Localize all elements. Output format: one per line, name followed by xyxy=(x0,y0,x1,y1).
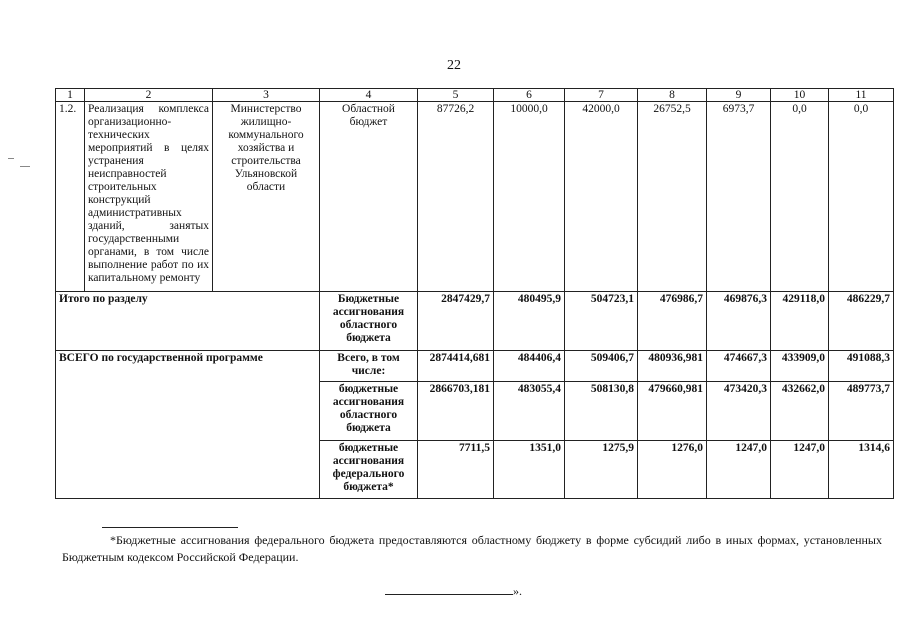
scan-speck xyxy=(8,158,14,159)
value-cell: 429118,0 xyxy=(771,292,829,351)
value-cell: 483055,4 xyxy=(494,382,565,441)
value-cell: 491088,3 xyxy=(829,351,894,382)
value-cell: 433909,0 xyxy=(771,351,829,382)
value-cell: 476986,7 xyxy=(638,292,707,351)
value-cell: 489773,7 xyxy=(829,382,894,441)
header-cell: 8 xyxy=(638,89,707,102)
value-cell: 504723,1 xyxy=(565,292,638,351)
value-cell: 480936,981 xyxy=(638,351,707,382)
funding-source: бюджетные ассигнования федерального бюджета* xyxy=(320,441,418,499)
header-cell: 11 xyxy=(829,89,894,102)
value-cell: 432662,0 xyxy=(771,382,829,441)
value-cell: 26752,5 xyxy=(638,102,707,292)
funding-source: Бюджетные ассигнования областного бюджета xyxy=(320,292,418,351)
value-cell: 1351,0 xyxy=(494,441,565,499)
value-cell: 1247,0 xyxy=(771,441,829,499)
section-total-row xyxy=(56,292,894,351)
value-cell: 469876,3 xyxy=(707,292,771,351)
value-cell: 1247,0 xyxy=(707,441,771,499)
value-cell: 1276,0 xyxy=(638,441,707,499)
header-cell: 3 xyxy=(213,89,320,102)
value-cell: 10000,0 xyxy=(494,102,565,292)
header-cell: 6 xyxy=(494,89,565,102)
funding-source: бюджетные ассигнования областного бюджета xyxy=(320,382,418,441)
header-cell: 7 xyxy=(565,89,638,102)
value-cell: 484406,4 xyxy=(494,351,565,382)
program-total-row xyxy=(56,351,894,382)
value-cell: 87726,2 xyxy=(418,102,494,292)
value-cell: 1275,9 xyxy=(565,441,638,499)
footnote: *Бюджетные ассигнования федерального бюджета предоставляются областному бюджету в форме субсидий либо в иных формах, установленных Бюджетным кодексом Российской Федерации. xyxy=(62,533,882,564)
row-number: 1.2. xyxy=(56,102,85,292)
header-cell: 10 xyxy=(771,89,829,102)
executor: Министерство жилищно-коммунального хозяйства и строительства Ульяновской области xyxy=(213,102,320,292)
header-cell: 9 xyxy=(707,89,771,102)
header-row xyxy=(56,89,894,102)
header-cell: 1 xyxy=(56,89,85,102)
value-cell: 473420,3 xyxy=(707,382,771,441)
measure-name: Реализация комплекса организационно-технических мероприятий в целях устранения неисправностей строительных конструкций административных зданий, занятых государственными органами, в том числе выполнение работ по их капитальному ремонту xyxy=(85,102,213,292)
value-cell: 486229,7 xyxy=(829,292,894,351)
value-cell: 479660,981 xyxy=(638,382,707,441)
value-cell: 1314,6 xyxy=(829,441,894,499)
table-row xyxy=(56,102,894,292)
header-cell: 4 xyxy=(320,89,418,102)
value-cell: 6973,7 xyxy=(707,102,771,292)
funding-source: Областной бюджет xyxy=(320,102,418,292)
value-cell: 474667,3 xyxy=(707,351,771,382)
closing-line xyxy=(385,584,522,599)
closing-mark: ». xyxy=(513,584,522,598)
funding-source: Всего, в том числе: xyxy=(320,351,418,382)
value-cell: 42000,0 xyxy=(565,102,638,292)
value-cell: 7711,5 xyxy=(418,441,494,499)
budget-table xyxy=(55,88,894,499)
value-cell: 2847429,7 xyxy=(418,292,494,351)
value-cell: 2874414,681 xyxy=(418,351,494,382)
value-cell: 508130,8 xyxy=(565,382,638,441)
value-cell: 2866703,181 xyxy=(418,382,494,441)
section-total-label: Итого по разделу xyxy=(56,292,320,351)
header-cell: 2 xyxy=(85,89,213,102)
value-cell: 509406,7 xyxy=(565,351,638,382)
page-number: 22 xyxy=(447,58,461,73)
closing-rule xyxy=(385,584,513,595)
footnote-divider xyxy=(102,527,238,528)
value-cell: 0,0 xyxy=(829,102,894,292)
value-cell: 480495,9 xyxy=(494,292,565,351)
scan-speck xyxy=(20,166,30,167)
value-cell: 0,0 xyxy=(771,102,829,292)
header-cell: 5 xyxy=(418,89,494,102)
program-total-label: ВСЕГО по государственной программе xyxy=(56,351,320,499)
